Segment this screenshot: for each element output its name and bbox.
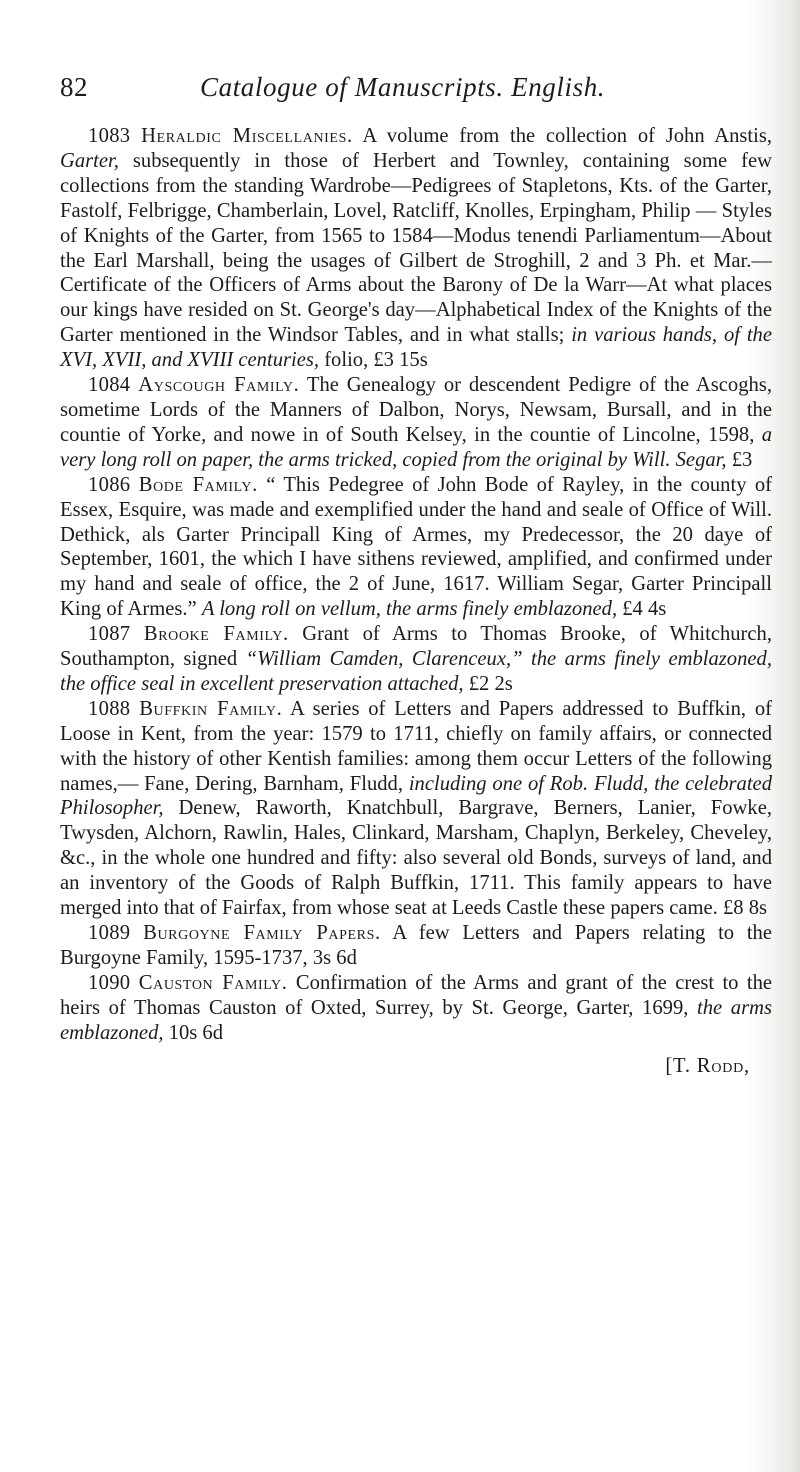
entry-1086 — [60, 473, 772, 622]
entry-1088 — [60, 697, 772, 921]
entry-description-italic: in various hands, of the XVI, XVII, and XVIII centuries, — [60, 324, 772, 372]
entry-description: A series of Letters and Papers addressed to Buffkin, of Loose in Kent, from the year: 1579 to 1711, chiefly on family affairs, or connected with the history of other Kentish families: among them occur Letters of the following names,— Fane, Dering, Barnham, Fludd, — [60, 697, 772, 795]
entry-description-italic: a very long roll on paper, the arms tricked, copied from the original by Will. Segar, — [60, 423, 772, 471]
entry-title: Buffkin Family. — [139, 697, 283, 720]
entry-description: Denew, Raworth, Knatchbull, Bargrave, Berners, Lanier, Fowke, Twysden, Alchorn, Rawlin, Hales, Clinkard, Marsham, Chaplyn, Berkeley, Cheveley, &c., in the whole one hundred and fifty: also several old Bonds, surveys of land, and an inventory of the Goods of Ralph Buffkin, 1711. This family appears to have merged into that of Fairfax, from whose seat at Leeds Castle these papers came. — [60, 797, 772, 920]
entry-1089 — [60, 921, 772, 971]
entry-1087 — [60, 622, 772, 697]
entry-price: folio, £3 15s — [319, 349, 428, 372]
entry-description-italic: including one of Rob. Fludd, the celebrated Philosopher, — [60, 772, 772, 820]
entry-title: Heraldic Miscellanies. — [141, 125, 353, 147]
entry-price: £8 8s — [717, 897, 768, 920]
entry-number: 1088 — [88, 697, 131, 720]
entry-description-italic: “William Camden, Clarenceux,” the arms finely emblazoned, the office seal in excellent preservation attached, — [60, 648, 772, 695]
catchword — [60, 1054, 750, 1079]
entry-number: 1090 — [88, 971, 131, 994]
entry-number: 1087 — [88, 623, 131, 646]
entry-description-italic: the arms emblazoned, — [60, 996, 772, 1044]
entry-description: A few Letters and Papers relating to the Burgoyne Family, 1595-1737, 3s 6d — [60, 922, 772, 969]
entry-title: Burgoyne Family Papers. — [143, 922, 381, 944]
entry-1084 — [60, 373, 772, 473]
entry-price: £2 2s — [463, 672, 513, 695]
entry-price: £3 — [726, 448, 753, 471]
catalogue-entries — [60, 124, 772, 1078]
catchword-text: [T. Rodd, — [665, 1054, 750, 1077]
page-edge-shadow — [774, 0, 800, 1472]
entry-1083 — [60, 124, 772, 373]
entry-number: 1083 — [88, 125, 131, 147]
entry-title: Bode Family. — [138, 473, 258, 496]
entry-description: Grant of Arms to Thomas Brooke, of Whitchurch, Southampton, signed — [60, 623, 773, 671]
entry-description: The Genealogy or descendent Pedigre of the Ascoghs, sometime Lords of the Manners of Dalbon, Norys, Newsam, Bursall, and in the countie of Yorke, and nowe in of South Kelsey, in the countie of Lincolne, 1598, — [60, 374, 772, 446]
entry-description-italic: Garter, — [60, 149, 119, 172]
entry-title: Causton Family. — [138, 971, 288, 994]
entry-description: A volume from the collection of John Anstis, — [362, 125, 772, 147]
entry-number: 1084 — [88, 374, 131, 397]
entry-title: Brooke Family. — [143, 623, 289, 646]
entry-number: 1089 — [88, 922, 131, 944]
entry-title: Ayscough Family. — [138, 374, 300, 397]
entry-price: £4 4s — [617, 598, 667, 621]
entry-price: 10s 6d — [163, 1021, 224, 1044]
page-header — [60, 72, 760, 112]
page-number: 82 — [60, 72, 88, 102]
entry-number: 1086 — [88, 473, 131, 496]
entry-description: subsequently in those of Herbert and Townley, containing some few collections from the standing Wardrobe—Pedigrees of Stapletons, Kts. of the Garter, Fastolf, Felbrigge, Chamberlain, Lovel, Ratcliff, Knolles, Erpingham, Philip — Styles of Knights of the Garter, from 1565 to 1584—Modus tenendi Parliamentum—About the Earl Marshall, being the usages of Gilbert de Stroghill, 2 and 3 Ph. et Mar.—Certificate of the Officers of Arms about the Barony of De la Warr—At what places our kings have resided on St. George's day—Alphabetical Index of the Knights of the Garter mentioned in the Windsor Tables, and in what stalls; — [60, 149, 772, 347]
entry-description: Confirmation of the Arms and grant of the crest to the heirs of Thomas Causton of Oxted, Surrey, by St. George, Garter, 1699, — [60, 971, 773, 1019]
entry-1090 — [60, 971, 772, 1046]
entry-description: “ This Pedegree of John Bode of Rayley, in the county of Essex, Esquire, was made and exemplified under the hand and seale of Office of Will. Dethick, als Garter Principall King of Armes, my Predecessor, the 20 daye of September, 1601, the which I have sithens reviewed, amplified, and confirmed under my hand and seale of office, the 2 of June, 1617. William Segar, Garter Principall King of Armes.” — [60, 473, 772, 621]
entry-description-italic: A long roll on vellum, the arms finely emblazoned, — [201, 598, 618, 621]
running-title: Catalogue of Manuscripts. English. — [200, 72, 606, 102]
